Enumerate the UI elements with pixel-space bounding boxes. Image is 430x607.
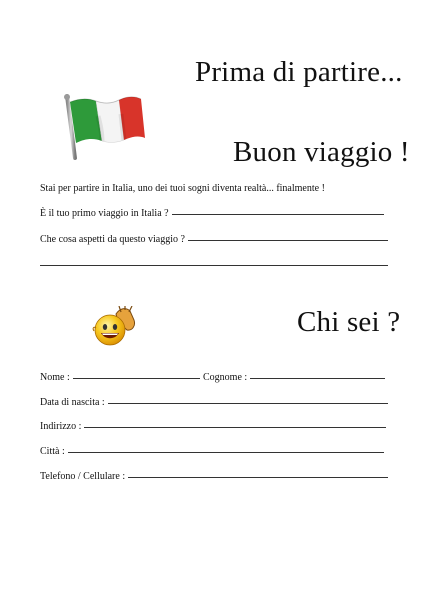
page-subtitle: Buon viaggio !	[233, 136, 410, 168]
field-telefono	[40, 471, 388, 482]
waving-smiley-icon	[88, 306, 138, 350]
italian-flag-icon	[58, 94, 148, 162]
data-nascita-line[interactable]	[108, 403, 388, 404]
page-title: Prima di partire...	[195, 56, 403, 88]
field-data-nascita	[40, 397, 388, 408]
section-title-chi-sei: Chi sei ?	[297, 306, 401, 338]
telefono-line[interactable]	[128, 477, 388, 478]
telefono-label: Telefono / Cellulare :	[40, 471, 126, 482]
nome-label: Nome :	[40, 372, 70, 383]
indirizzo-line[interactable]	[84, 427, 386, 428]
answer-expectations-line-2[interactable]	[40, 265, 388, 266]
field-cognome	[203, 372, 385, 383]
question-expectations-label: Che cosa aspetti da questo viaggio ?	[40, 234, 185, 245]
cognome-label: Cognome :	[203, 372, 248, 383]
field-indirizzo	[40, 421, 386, 432]
question-expectations	[40, 234, 388, 245]
cognome-line[interactable]	[250, 378, 385, 379]
answer-expectations-line[interactable]	[188, 240, 388, 241]
answer-first-trip-line[interactable]	[172, 214, 384, 215]
citta-line[interactable]	[68, 452, 384, 453]
field-citta	[40, 446, 384, 457]
citta-label: Città :	[40, 446, 65, 457]
question-first-trip	[40, 208, 384, 219]
question-first-trip-label: È il tuo primo viaggio in Italia ?	[40, 208, 169, 219]
intro-sentence: Stai per partire in Italia, uno dei tuoi sogni diventa realtà... finalmente !	[40, 183, 325, 194]
indirizzo-label: Indirizzo :	[40, 421, 82, 432]
nome-line[interactable]	[73, 378, 200, 379]
field-nome	[40, 372, 200, 383]
data-nascita-label: Data di nascita :	[40, 397, 105, 408]
